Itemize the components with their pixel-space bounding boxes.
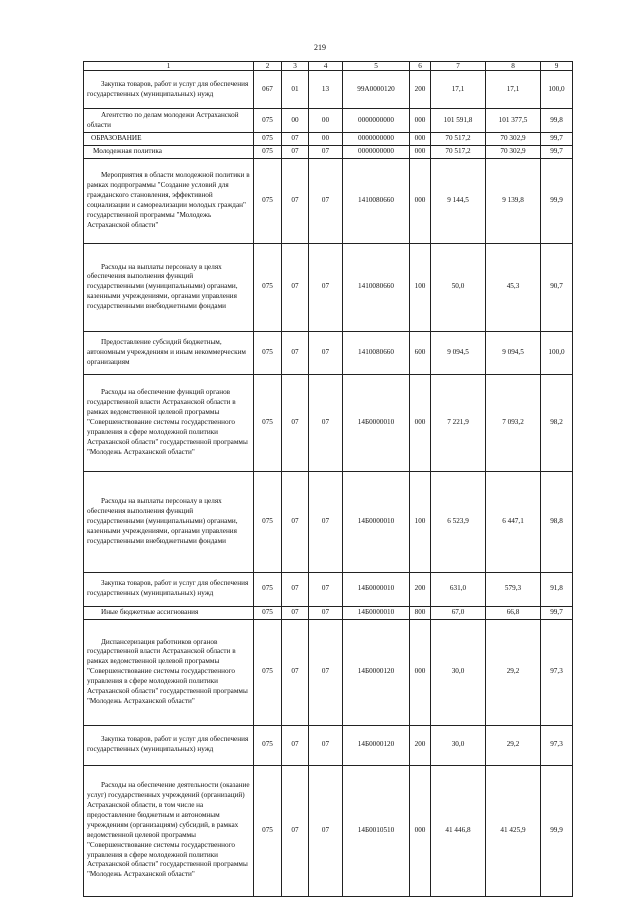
cell-expense-type: 200 (410, 572, 431, 606)
row-name: Молодежная политика (84, 145, 254, 158)
cell-target-article: 0000000000 (343, 109, 410, 133)
row-name: Предоставление субсидий бюджетным, автономным учреждениям и иным некоммерческим организациям (84, 331, 254, 374)
cell-executed: 6 447,1 (486, 471, 541, 572)
cell-admin-code: 075 (254, 572, 282, 606)
cell-section: 07 (282, 158, 309, 243)
cell-expense-type: 200 (410, 71, 431, 109)
cell-planned: 101 591,8 (431, 109, 486, 133)
row-name: Иные бюджетные ассигнования (84, 606, 254, 619)
cell-planned: 9 144,5 (431, 158, 486, 243)
cell-admin-code: 075 (254, 374, 282, 471)
cell-subsection: 00 (309, 133, 343, 146)
cell-admin-code: 075 (254, 765, 282, 896)
cell-section: 07 (282, 145, 309, 158)
cell-planned: 30,0 (431, 725, 486, 765)
cell-admin-code: 075 (254, 331, 282, 374)
cell-percent: 98,8 (541, 471, 573, 572)
cell-expense-type: 000 (410, 765, 431, 896)
cell-executed: 70 302,9 (486, 145, 541, 158)
cell-percent: 98,2 (541, 374, 573, 471)
cell-expense-type: 000 (410, 374, 431, 471)
cell-target-article: 14Б0000120 (343, 725, 410, 765)
table-row (84, 71, 573, 109)
cell-executed: 66,8 (486, 606, 541, 619)
cell-admin-code: 075 (254, 619, 282, 725)
cell-subsection: 07 (309, 145, 343, 158)
cell-target-article: 14Б0000010 (343, 572, 410, 606)
cell-target-article: 14Б0000010 (343, 606, 410, 619)
cell-subsection: 07 (309, 374, 343, 471)
column-header: 7 (431, 62, 486, 71)
row-name: Расходы на выплаты персоналу в целях обеспечения выполнения функций государственными (муниципальными) органами, казенными учреждениями, органами управления государственными внебюджетными фондами (84, 471, 254, 572)
budget-execution-table (83, 61, 573, 897)
cell-section: 07 (282, 133, 309, 146)
cell-expense-type: 000 (410, 619, 431, 725)
cell-section: 01 (282, 71, 309, 109)
cell-admin-code: 075 (254, 725, 282, 765)
cell-expense-type: 200 (410, 725, 431, 765)
cell-target-article: 1410080660 (343, 243, 410, 331)
cell-planned: 70 517,2 (431, 145, 486, 158)
column-header: 9 (541, 62, 573, 71)
row-name: Закупка товаров, работ и услуг для обеспечения государственных (муниципальных) нужд (84, 725, 254, 765)
cell-planned: 6 523,9 (431, 471, 486, 572)
table-row (84, 374, 573, 471)
cell-subsection: 07 (309, 606, 343, 619)
cell-section: 07 (282, 619, 309, 725)
cell-executed: 29,2 (486, 619, 541, 725)
row-name: Диспансеризация работников органов государственной власти Астраханской области в рамках ведомственной целевой программы "Совершенствование системы государственного управления в сфере молодежной политики Астраханской области" государственной программы "Молодежь Астраханской области" (84, 619, 254, 725)
cell-percent: 97,3 (541, 619, 573, 725)
cell-section: 07 (282, 572, 309, 606)
cell-percent: 99,7 (541, 606, 573, 619)
cell-section: 00 (282, 109, 309, 133)
row-name: Закупка товаров, работ и услуг для обеспечения государственных (муниципальных) нужд (84, 572, 254, 606)
table-row (84, 109, 573, 133)
cell-percent: 97,3 (541, 725, 573, 765)
cell-planned: 30,0 (431, 619, 486, 725)
cell-subsection: 07 (309, 572, 343, 606)
cell-percent: 100,0 (541, 331, 573, 374)
cell-executed: 7 093,2 (486, 374, 541, 471)
cell-admin-code: 075 (254, 243, 282, 331)
cell-planned: 7 221,9 (431, 374, 486, 471)
column-number-row (84, 62, 573, 71)
column-header: 3 (282, 62, 309, 71)
cell-planned: 67,0 (431, 606, 486, 619)
cell-percent: 99,7 (541, 133, 573, 146)
cell-admin-code: 075 (254, 471, 282, 572)
cell-target-article: 0000000000 (343, 145, 410, 158)
column-header: 4 (309, 62, 343, 71)
cell-executed: 9 139,8 (486, 158, 541, 243)
cell-executed: 45,3 (486, 243, 541, 331)
cell-subsection: 07 (309, 619, 343, 725)
cell-expense-type: 000 (410, 133, 431, 146)
cell-expense-type: 000 (410, 145, 431, 158)
cell-expense-type: 100 (410, 471, 431, 572)
cell-subsection: 07 (309, 725, 343, 765)
cell-target-article: 14Б0000010 (343, 374, 410, 471)
table-row (84, 725, 573, 765)
cell-target-article: 1410080660 (343, 158, 410, 243)
cell-admin-code: 067 (254, 71, 282, 109)
cell-planned: 17,1 (431, 71, 486, 109)
cell-percent: 99,9 (541, 765, 573, 896)
cell-target-article: 14Б0000010 (343, 471, 410, 572)
column-header: 5 (343, 62, 410, 71)
table-row (84, 133, 573, 146)
cell-planned: 9 094,5 (431, 331, 486, 374)
cell-admin-code: 075 (254, 145, 282, 158)
cell-executed: 29,2 (486, 725, 541, 765)
cell-section: 07 (282, 243, 309, 331)
cell-subsection: 07 (309, 158, 343, 243)
cell-admin-code: 075 (254, 606, 282, 619)
row-name: ОБРАЗОВАНИЕ (84, 133, 254, 146)
cell-executed: 9 094,5 (486, 331, 541, 374)
column-header: 2 (254, 62, 282, 71)
cell-subsection: 07 (309, 331, 343, 374)
cell-planned: 41 446,8 (431, 765, 486, 896)
cell-subsection: 07 (309, 765, 343, 896)
cell-section: 07 (282, 471, 309, 572)
cell-planned: 70 517,2 (431, 133, 486, 146)
cell-target-article: 1410080660 (343, 331, 410, 374)
cell-target-article: 14Б0000120 (343, 619, 410, 725)
cell-expense-type: 600 (410, 331, 431, 374)
cell-expense-type: 100 (410, 243, 431, 331)
cell-percent: 91,8 (541, 572, 573, 606)
cell-planned: 50,0 (431, 243, 486, 331)
table-row (84, 158, 573, 243)
row-name: Закупка товаров, работ и услуг для обеспечения государственных (муниципальных) нужд (84, 71, 254, 109)
cell-percent: 99,9 (541, 158, 573, 243)
table-row (84, 471, 573, 572)
table-row (84, 572, 573, 606)
table-row (84, 331, 573, 374)
table-row (84, 243, 573, 331)
row-name: Агентство по делам молодежи Астраханской области (84, 109, 254, 133)
row-name: Расходы на обеспечение деятельности (оказание услуг) государственных учреждений (организаций) Астраханской области, в том числе на предоставление бюджетным и автономным учреждениям (организациям) субсидий, в рамках ведомственной целевой программы "Совершенствование системы государственного управления в сфере молодежной политики Астраханской области" государственной программы "Молодежь Астраханской области" (84, 765, 254, 896)
column-header: 6 (410, 62, 431, 71)
table-row (84, 606, 573, 619)
cell-admin-code: 075 (254, 158, 282, 243)
row-name: Расходы на обеспечение функций органов государственной власти Астраханской области в рамках ведомственной целевой программы "Совершенствование системы государственного управления в сфере молодежной политики Астраханской области" государственной программы "Молодежь Астраханской области" (84, 374, 254, 471)
cell-subsection: 13 (309, 71, 343, 109)
cell-target-article: 0000000000 (343, 133, 410, 146)
table-row (84, 145, 573, 158)
cell-admin-code: 075 (254, 133, 282, 146)
cell-percent: 100,0 (541, 71, 573, 109)
cell-target-article: 99А0000120 (343, 71, 410, 109)
cell-executed: 17,1 (486, 71, 541, 109)
cell-section: 07 (282, 606, 309, 619)
cell-section: 07 (282, 765, 309, 896)
cell-subsection: 00 (309, 109, 343, 133)
row-name: Расходы на выплаты персоналу в целях обеспечения выполнения функций государственными (муниципальными) органами, казенными учреждениями, органами управления государственными внебюджетными фондами (84, 243, 254, 331)
column-header: 8 (486, 62, 541, 71)
cell-target-article: 14Б0010510 (343, 765, 410, 896)
cell-section: 07 (282, 331, 309, 374)
cell-percent: 99,8 (541, 109, 573, 133)
cell-executed: 41 425,9 (486, 765, 541, 896)
cell-section: 07 (282, 374, 309, 471)
cell-expense-type: 000 (410, 158, 431, 243)
column-header: 1 (84, 62, 254, 71)
cell-percent: 99,7 (541, 145, 573, 158)
cell-executed: 101 377,5 (486, 109, 541, 133)
cell-section: 07 (282, 725, 309, 765)
page-number: 219 (314, 43, 326, 52)
cell-admin-code: 075 (254, 109, 282, 133)
table-row (84, 765, 573, 896)
cell-executed: 579,3 (486, 572, 541, 606)
cell-percent: 90,7 (541, 243, 573, 331)
cell-expense-type: 000 (410, 109, 431, 133)
cell-planned: 631,0 (431, 572, 486, 606)
cell-subsection: 07 (309, 243, 343, 331)
row-name: Мероприятия в области молодежной политики в рамках подпрограммы "Создание условий для гражданского становления, эффективной социализации и самореализации молодых граждан" государственной программы "Молодежь Астраханской области" (84, 158, 254, 243)
cell-subsection: 07 (309, 471, 343, 572)
cell-executed: 70 302,9 (486, 133, 541, 146)
cell-expense-type: 800 (410, 606, 431, 619)
table-row (84, 619, 573, 725)
